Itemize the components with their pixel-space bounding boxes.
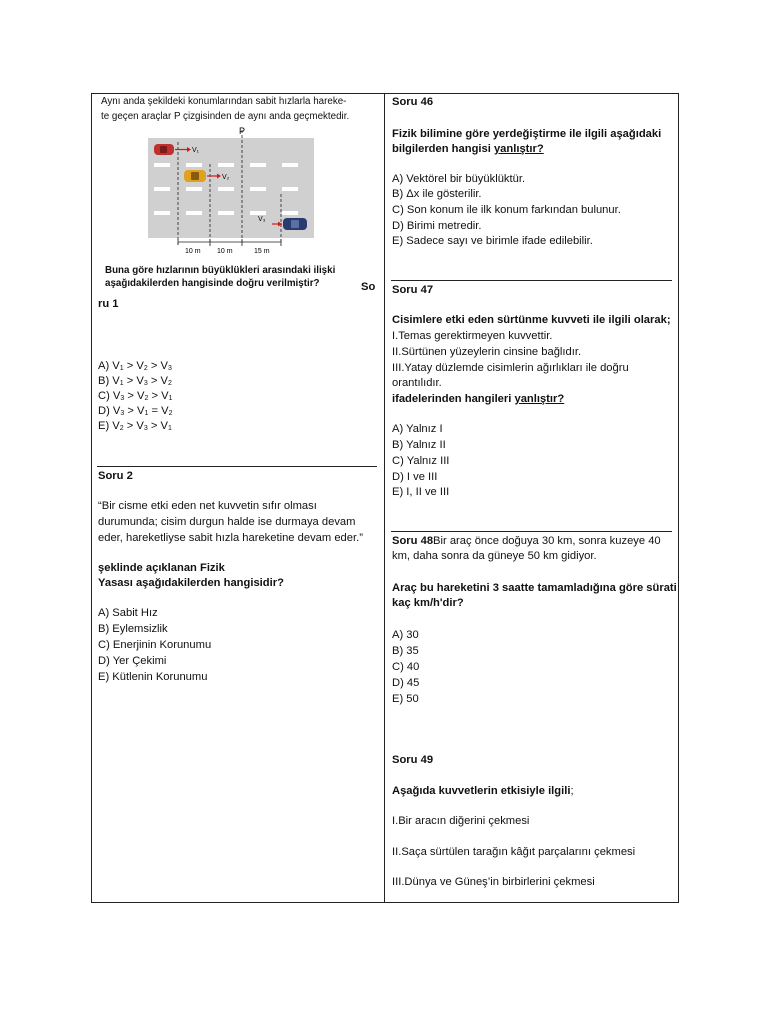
q2-option-e: E) Kütlenin Korunumu xyxy=(98,671,208,683)
q47-ask: ifadelerinden hangileri yanlıştır? xyxy=(392,393,565,405)
q46-option-e: E) Sadece sayı ve birimle ifade edilebilir. xyxy=(392,235,593,247)
label-v2: V₂ xyxy=(222,174,230,181)
q46-option-c: C) Son konum ile ilk konum farkından bulunur. xyxy=(392,204,621,216)
distance-2: 10 m xyxy=(217,248,233,255)
q47-option-a: A) Yalnız I xyxy=(392,423,443,435)
q2-quote-line3: eder, hareketliyse sabit hızla hareketine devam eder.” xyxy=(98,532,363,544)
q46-option-d: D) Birimi metredir. xyxy=(392,220,482,232)
q1-heading-part2: ru 1 xyxy=(98,298,119,310)
q2-heading: Soru 2 xyxy=(98,470,133,482)
q46-option-b: B) Δx ile gösterilir. xyxy=(392,188,482,200)
q1-option-a: A) $V_1 > V_2 > V_3$ xyxy=(98,360,172,372)
q49-stem: Aşağıda kuvvetlerin etkisiyle ilgili; xyxy=(392,785,574,797)
q2-quote-line2: durumunda; cisim durgun halde ise durmaya devam xyxy=(98,516,356,528)
q48-line1: Soru 48Bir araç önce doğuya 30 km, sonra kuzeye 40 xyxy=(392,535,661,547)
q1-stem-line2: aşağıdakilerden hangisinde doğru verilmiştir? xyxy=(105,278,320,289)
column-divider xyxy=(384,94,385,902)
q1-separator xyxy=(97,466,377,467)
q47-statement-2: II.Sürtünen yüzeylerin cinsine bağlıdır. xyxy=(392,346,582,358)
q49-heading: Soru 49 xyxy=(392,754,434,766)
q1-option-d: D) $V_3 > V_1 = V_2$ xyxy=(98,405,173,417)
q2-option-c: C) Enerjinin Korunumu xyxy=(98,639,212,651)
distance-3: 15 m xyxy=(254,248,270,255)
q48-stem-line1: Araç bu hareketini 3 saatte tamamladığına göre sürati xyxy=(392,582,677,594)
q47-option-c: C) Yalnız III xyxy=(392,455,450,467)
q1-road-figure xyxy=(142,124,342,260)
p-line-label: P xyxy=(239,126,246,136)
label-v3: V₃ xyxy=(258,216,266,223)
q2-stem-line2: Yasası aşağıdakilerden hangisidir? xyxy=(98,577,284,589)
q49-statement-3: III.Dünya ve Güneş’in birbirlerini çekmesi xyxy=(392,876,595,888)
q46-separator xyxy=(391,280,672,281)
q1-heading-part1: So xyxy=(361,281,376,293)
q47-separator xyxy=(391,531,672,532)
q48-option-a: A) 30 xyxy=(392,629,419,641)
q48-option-e: E) 50 xyxy=(392,693,419,705)
label-v1: V₁ xyxy=(192,147,200,154)
q48-stem-line2: kaç km/h'dir? xyxy=(392,597,464,609)
q1-option-e: E) $V_2 > V_3 > V_1$ xyxy=(98,420,172,432)
q1-stem-line1: Buna göre hızlarının büyüklükleri arasındaki ilişki xyxy=(105,265,336,276)
q47-statement-3-cont: orantılıdır. xyxy=(392,377,442,389)
q48-option-b: B) 35 xyxy=(392,645,419,657)
q46-stem-line2: bilgilerden hangisi yanlıştır? xyxy=(392,143,544,155)
q2-option-b: B) Eylemsizlik xyxy=(98,623,168,635)
q47-statement-1: I.Temas gerektirmeyen kuvvettir. xyxy=(392,330,553,342)
q2-option-d: D) Yer Çekimi xyxy=(98,655,167,667)
worksheet-page xyxy=(91,93,679,903)
q1-option-b: B) $V_1 > V_3 > V_2$ xyxy=(98,375,172,387)
q47-heading: Soru 47 xyxy=(392,284,434,296)
q2-stem-line1: şeklinde açıklanan Fizik xyxy=(98,562,225,574)
q47-option-e: E) I, II ve III xyxy=(392,486,450,498)
q1-intro-line2: te geçen araçlar P çizgisinden de aynı anda geçmektedir. xyxy=(101,111,350,122)
distance-scale xyxy=(178,239,281,245)
q48-option-c: C) 40 xyxy=(392,661,420,673)
q47-option-b: B) Yalnız II xyxy=(392,439,446,451)
distance-1: 10 m xyxy=(185,248,201,255)
q48-option-d: D) 45 xyxy=(392,677,420,689)
q49-statement-1: I.Bir aracın diğerini çekmesi xyxy=(392,815,530,827)
q46-stem-line1: Fizik bilimine göre yerdeğiştirme ile ilgili aşağıdaki xyxy=(392,128,662,140)
q46-option-a: A) Vektörel bir büyüklüktür. xyxy=(392,173,526,185)
q1-intro-line1: Aynı anda şekildeki konumlarından sabit hızlarla hareke- xyxy=(101,96,347,107)
q48-heading: Soru 48 xyxy=(392,535,434,547)
q47-option-d: D) I ve III xyxy=(392,471,438,483)
q47-stem: Cisimlere etki eden sürtünme kuvveti ile ilgili olarak; xyxy=(392,314,671,326)
q2-option-a: A) Sabit Hız xyxy=(98,607,158,619)
q46-heading: Soru 46 xyxy=(392,96,434,108)
q48-line2: km, daha sonra da güneye 50 km gidiyor. xyxy=(392,550,597,562)
q2-quote-line1: “Bir cisme etki eden net kuvvetin sıfır olması xyxy=(98,500,317,512)
q49-statement-2: II.Saça sürtülen tarağın kâğıt parçalarını çekmesi xyxy=(392,846,636,858)
q1-option-c: C) $V_3 > V_2 > V_1$ xyxy=(98,390,173,402)
q47-statement-3: III.Yatay düzlemde cisimlerin ağırlıkları ile doğru xyxy=(392,362,629,374)
